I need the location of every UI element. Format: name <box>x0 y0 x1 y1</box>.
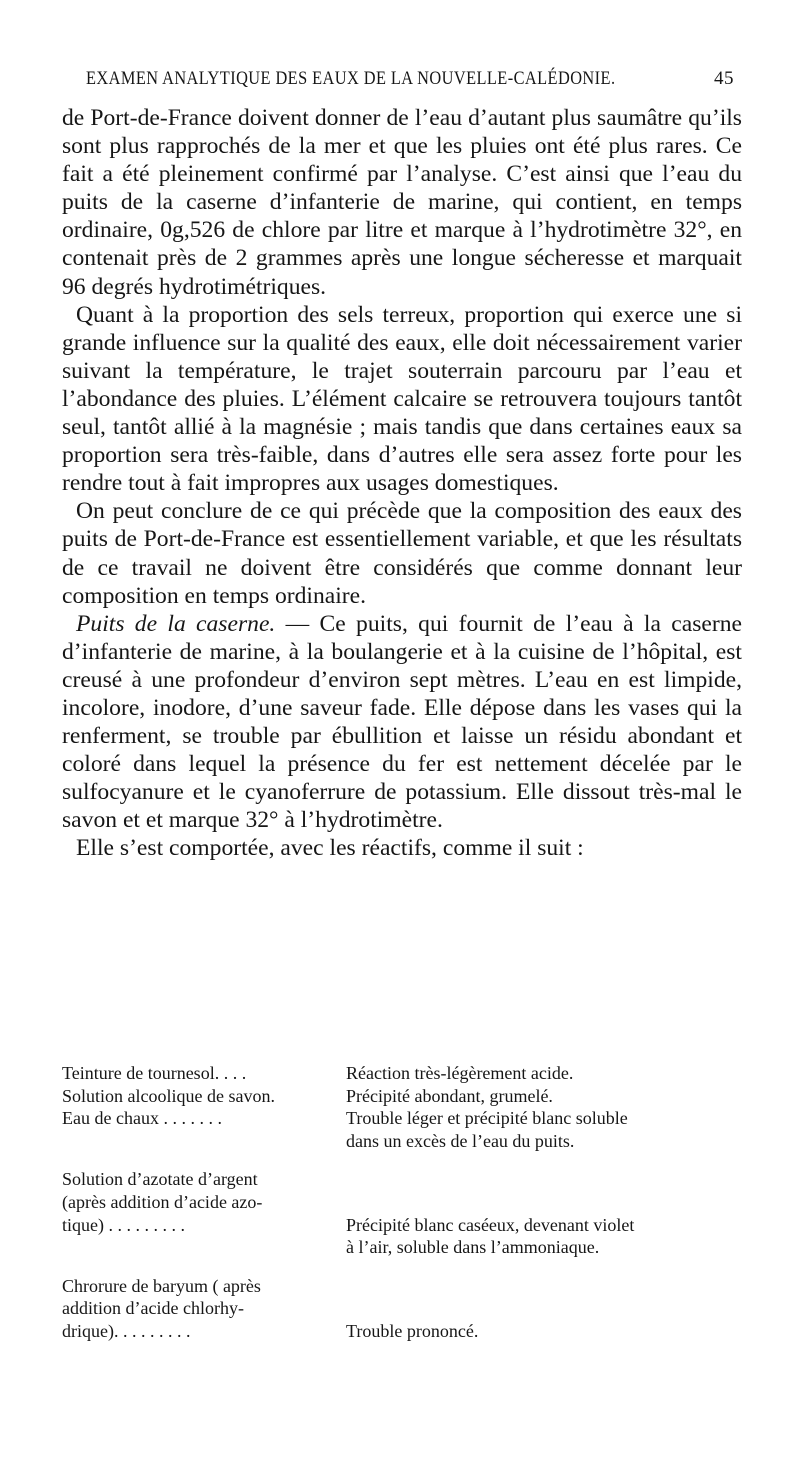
running-header <box>62 62 742 96</box>
reaction-result: Réaction très-légèrement acide. <box>346 1063 574 1083</box>
paragraph-reactifs-intro: Elle s’est comportée, avec les réactifs, comme il suit : <box>76 835 584 862</box>
paragraph-conclusion: On peut conclure de ce qui précède que la composition des eaux des puits de Port-de-France est essentiellement variable, et que les résultats de ce travail ne doivent être considérés que comme donnant leur composition en temps ordinaire. <box>62 498 742 609</box>
paragraph-saumatre: de Port-de-France doivent donner de l’eau d’autant plus saumâtre qu’ils sont plus rapprochés de la mer et que les pluies ont été plus rares. Ce fait a été pleinement confirmé par l’analyse. C’est ainsi que l’eau du puits de la caserne d’infanterie de marine, qui contient, en temps ordinaire, 0g,526 de chlore par litre et marque à l’hydrotimètre 32°, en contenait près de 2 grammes après une longue sécheresse et marquait 96 degrés hydrotimétriques. <box>62 105 742 300</box>
reagent-label: Eau de chaux . . . . . . . <box>62 1108 222 1129</box>
reaction-table <box>62 1062 742 1343</box>
paragraph-puits-caserne-text: — Ce puits, qui fournit de l’eau à la caserne d’infanterie de marine, à la boulangerie et à la cuisine de l’hôpital, est creusé à une profondeur d’environ sept mètres. L’eau en est limpide, incolore, inodore, d’une saveur fade. Elle dépose dans les vases qui la renferment, se trouble par ébullition et laisse un résidu abondant et coloré dans lequel la présence du fer est nettement décelée par le sulfocyanure et le cyanoferrure de potassium. Elle dissout très-mal le savon et et marque 32° à l’hydrotimètre. <box>62 610 742 834</box>
running-header-title: EXAMEN ANALYTIQUE DES EAUX DE LA NOUVELLE-CALÉDONIE. <box>86 68 616 89</box>
reagent-label: Chrorure de baryum ( après addition d’acide chlorhy- drique). . . . . . . . . <box>62 1275 261 1341</box>
reaction-result: Trouble prononcé. <box>346 1320 479 1341</box>
reaction-row-azotate-argent <box>62 1168 742 1258</box>
reaction-row-savon <box>62 1085 742 1108</box>
reaction-row-chaux <box>62 1107 742 1152</box>
reagent-label: Solution alcoolique de savon. <box>62 1085 275 1106</box>
reagent-label: Teinture de tournesol. . . . <box>62 1063 247 1083</box>
section-heading-puits-caserne: Puits de la caserne. <box>76 610 276 637</box>
page-number: 45 <box>714 68 734 89</box>
reaction-row-chlorure-baryum <box>62 1275 742 1343</box>
paragraph-puits-caserne <box>62 610 742 835</box>
reagent-label: Solution d’azotate d’argent (après addition d’acide azo- tique) . . . . . . . . . <box>62 1169 263 1235</box>
reaction-result: Précipité abondant, grumelé. <box>346 1085 553 1106</box>
body-text <box>62 104 742 863</box>
paragraph-sels-terreux: Quant à la proportion des sels terreux, proportion qui exerce une si grande influence sur la qualité des eaux, elle doit nécessairement varier suivant la température, le trajet souterrain parcouru par l’eau et l’abondance des pluies. L’élément calcaire se retrouvera toujours tantôt seul, tantôt allié à la magnésie ; mais tandis que dans certaines eaux sa proportion sera très-faible, dans d’autres elle sera assez forte pour les rendre tout à fait impropres aux usages domestiques. <box>62 301 742 497</box>
row-spacer <box>62 1259 742 1275</box>
row-spacer <box>62 1152 742 1168</box>
reaction-result: Précipité blanc caséeux, devenant violet à l’air, soluble dans l’ammoniaque. <box>346 1214 635 1258</box>
reaction-result: Trouble léger et précipité blanc soluble dans un excès de l’eau du puits. <box>346 1108 628 1151</box>
reaction-row-tournesol <box>62 1062 742 1085</box>
